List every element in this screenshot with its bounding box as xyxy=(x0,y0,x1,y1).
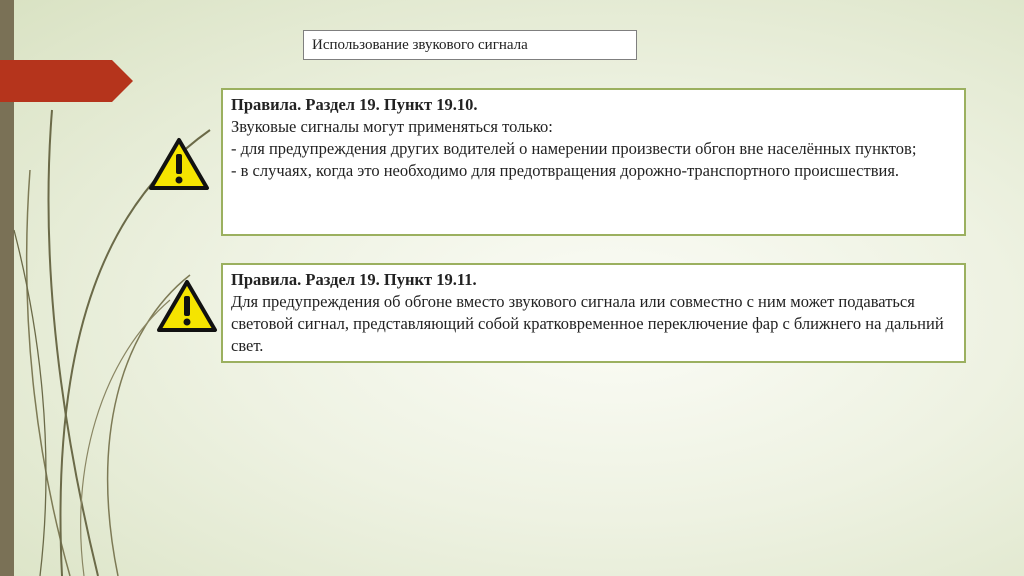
warning-triangle-icon xyxy=(148,137,210,191)
rule-19-11-box xyxy=(221,263,966,363)
rule-heading: Правила. Раздел 19. Пункт 19.11. xyxy=(231,270,477,289)
warning-triangle-icon xyxy=(156,279,218,333)
rule-line: Звуковые сигналы могут применяться только: xyxy=(231,117,553,136)
rule-heading: Правила. Раздел 19. Пункт 19.10. xyxy=(231,95,478,114)
rule-line: - для предупреждения других водителей о намерении произвести обгон вне населённых пунктов; xyxy=(231,139,917,158)
slide-title: Использование звукового сигнала xyxy=(303,30,637,60)
rule-line: - в случаях, когда это необходимо для предотвращения дорожно-транспортного происшествия. xyxy=(231,161,900,180)
rule-line: Для предупреждения об обгоне вместо звукового сигнала или совместно с ним может подаваться световой сигнал, представляющий собой кратковременное переключение фар с ближнего на дальний свет. xyxy=(231,292,944,355)
rule-19-10-box xyxy=(221,88,966,236)
